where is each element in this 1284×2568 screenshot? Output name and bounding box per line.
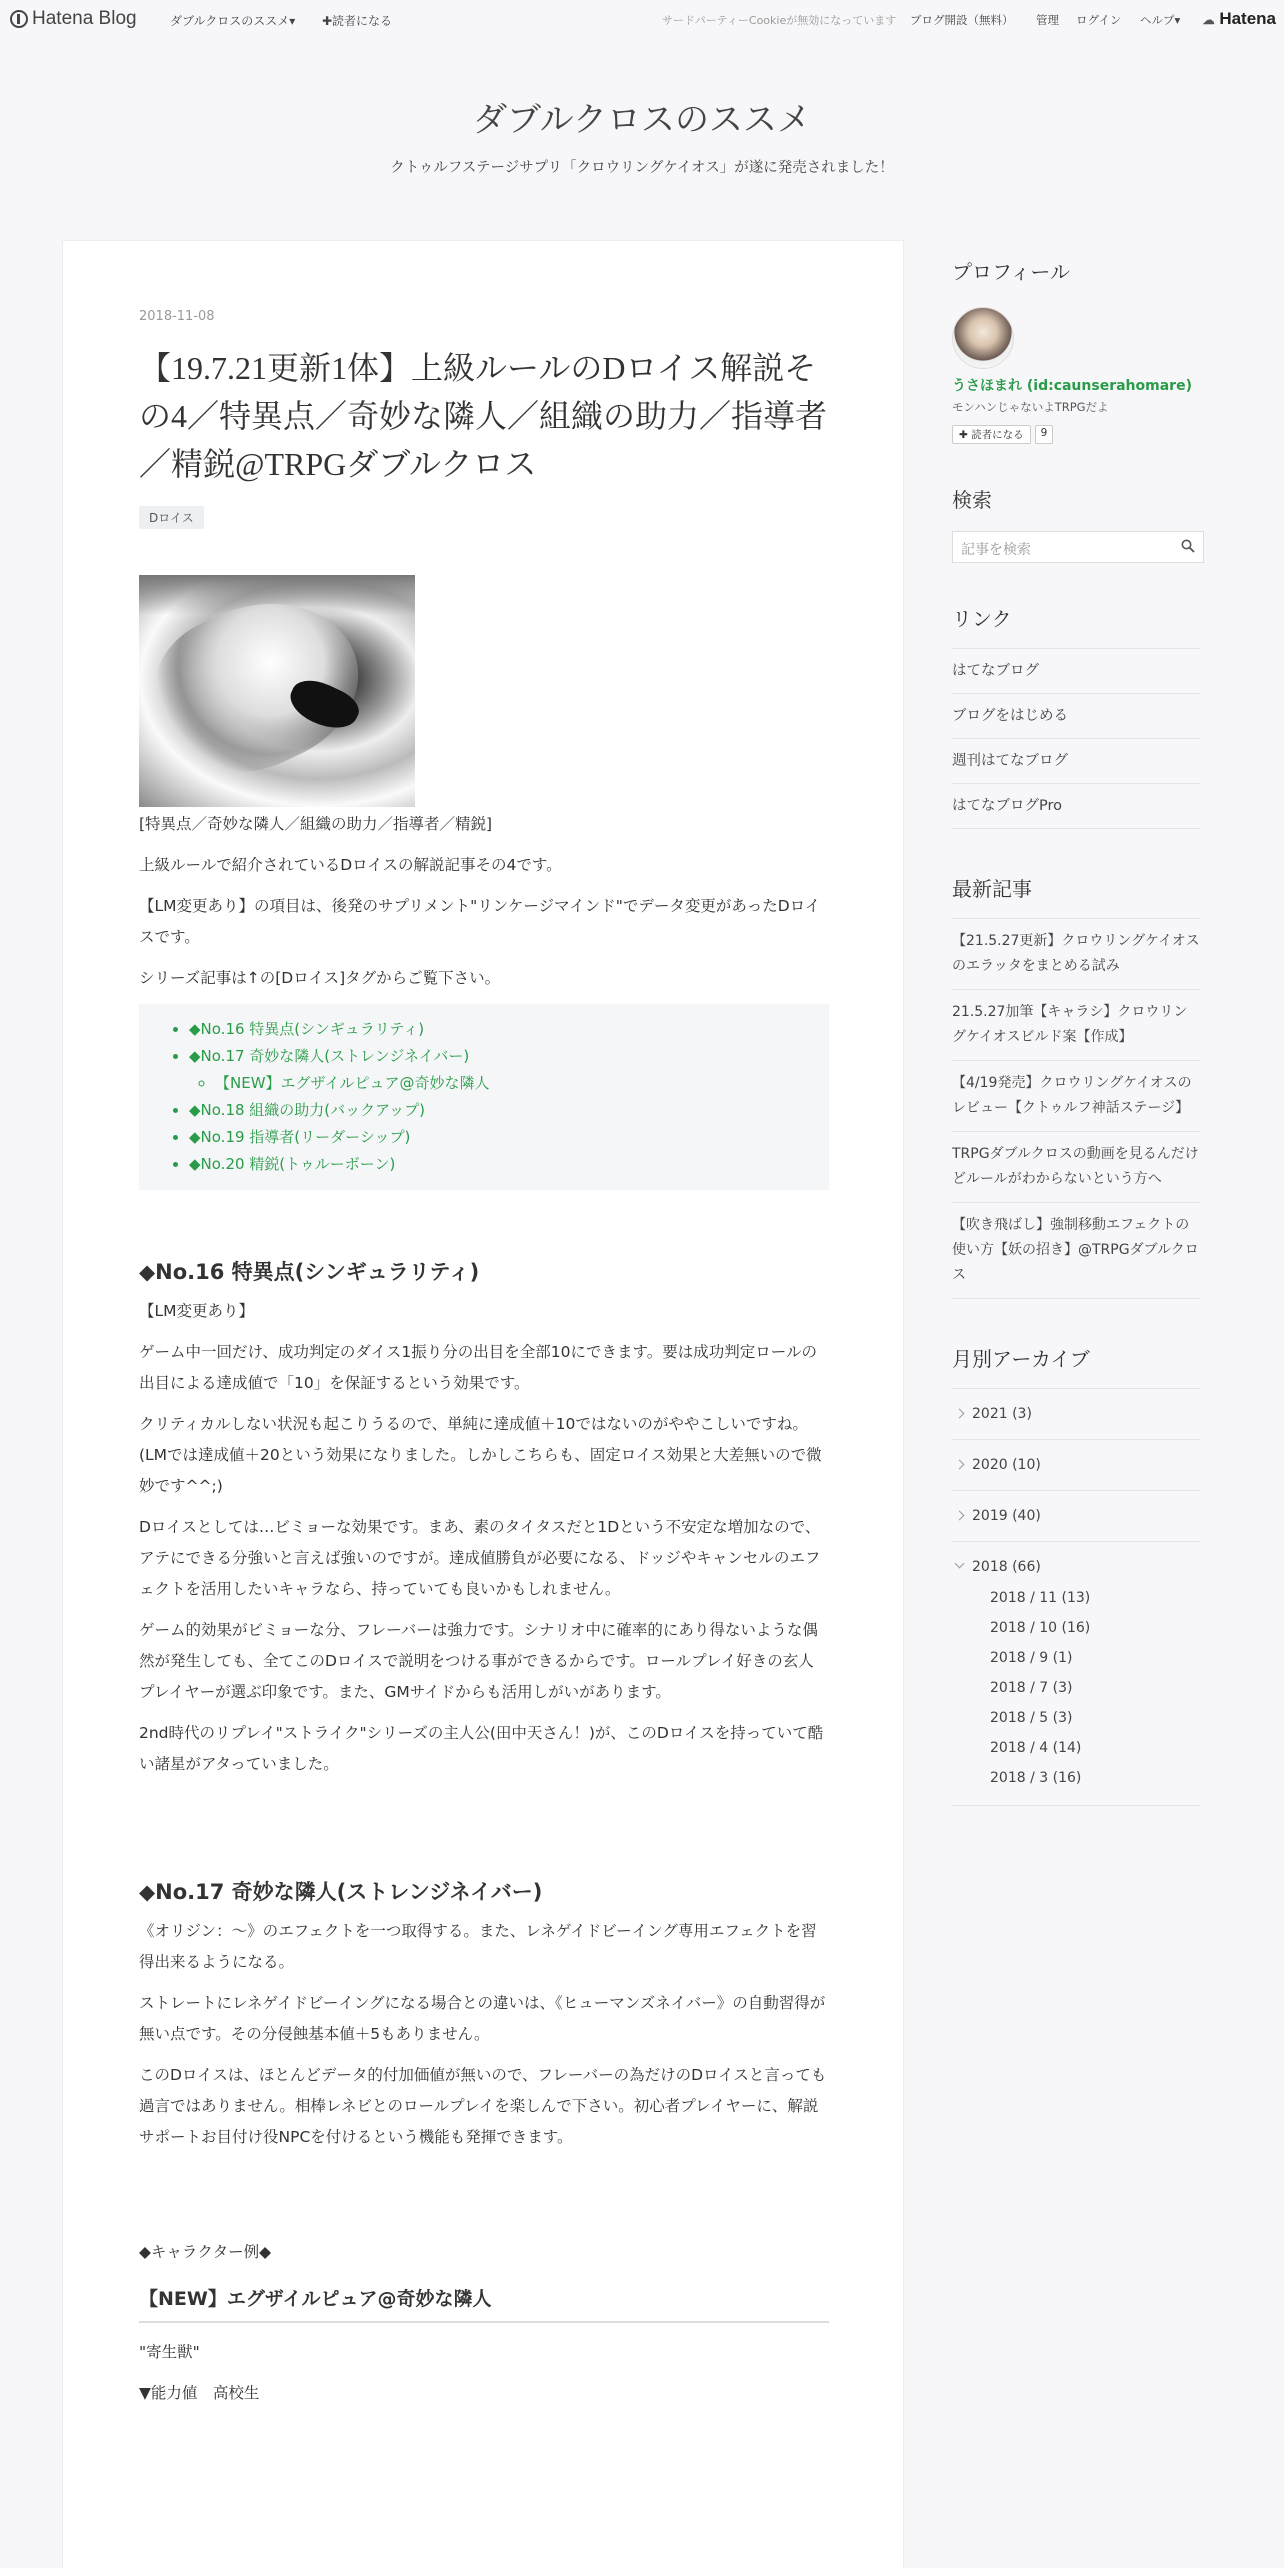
body-paragraph: このDロイスは、ほとんどデータ的付加価値が無いので、フレーバーの為だけのDロイスと言っても過言ではありません。相棒レネビとのロールプレイを楽しんで下さい。初心者プレイヤーに、解説サポートお目付け役NPCを付けるという機能も発揮できます。 xyxy=(139,2066,827,2146)
chevron-right-icon xyxy=(955,1460,965,1470)
cookie-notice[interactable]: サードパーティーCookieが無効になっています xyxy=(662,14,897,27)
blog-description: クトゥルフステージサプリ「クロウリングケイオス」が遂に発売されました！ xyxy=(390,160,894,176)
archive-month[interactable]: 2018 / 5 (3) xyxy=(990,1710,1073,1726)
search-heading: 検索 xyxy=(952,488,992,512)
link-item[interactable]: はてなブログ xyxy=(952,649,1200,694)
link-item[interactable]: ブログをはじめる xyxy=(952,694,1200,739)
body-paragraph: ゲーム中一回だけ、成功判定のダイス1振り分の出目を全部10にできます。要は成功判定ロールの出目による達成値で「10」を保証するという効果です。 xyxy=(139,1343,817,1392)
toc-item[interactable]: • ◆No.16 特異点(シンギュラリティ) xyxy=(189,1016,809,1043)
hatena-link[interactable]: ☁ Hatena xyxy=(1202,9,1276,28)
category-tag[interactable]: Dロイス xyxy=(139,506,204,529)
global-header xyxy=(0,0,1284,40)
recent-entry[interactable]: 【21.5.27更新】クロウリングケイオスのエラッタをまとめる試み xyxy=(952,919,1200,990)
links-heading: リンク xyxy=(952,607,1012,631)
blog-title[interactable]: ダブルクロスのススメ xyxy=(473,100,811,140)
manage-link[interactable]: 管理 xyxy=(1036,13,1059,27)
toc-item[interactable]: • ◆No.17 奇妙な隣人(ストレンジネイバー) xyxy=(189,1043,809,1070)
intro-paragraph: 上級ルールで紹介されているDロイスの解説記事その4です。 xyxy=(139,856,562,874)
entry-date[interactable]: 2018-11-08 xyxy=(139,309,215,324)
profile-module xyxy=(952,307,1200,444)
intro-paragraph: 【LM変更あり】の項目は、後発のサプリメント"リンケージマインド"でデータ変更があったDロイスです。 xyxy=(139,897,821,946)
toc-item[interactable]: • ◆No.19 指導者(リーダーシップ) xyxy=(189,1124,809,1151)
search-placeholder: 記事を検索 xyxy=(961,542,1031,558)
help-dropdown[interactable]: ヘルプ▾ xyxy=(1140,13,1181,27)
profile-name[interactable]: うさほまれ (id:caunserahomare) xyxy=(952,378,1192,394)
body-paragraph: ストレートにレネゲイドビーイングになる場合との違いは、《ヒューマンズネイバー》の自動習得が無い点です。その分侵蝕基本値＋5もありません。 xyxy=(139,1994,826,2043)
main-content xyxy=(62,240,904,2568)
archive-month[interactable]: 2018 / 11 (13) xyxy=(990,1590,1091,1606)
archive-year[interactable]: 2020 (10) xyxy=(952,1440,1200,1491)
subscribe-link[interactable]: ✚読者になる xyxy=(322,14,393,28)
body-paragraph: クリティカルしない状況も起こりうるので、単純に達成値＋10ではないのがややこしいですね。 (LMでは達成値＋20という効果になりました。しかしこちらも、固定ロイス効果と大差無いので微妙です^^;) xyxy=(139,1415,822,1495)
subscriber-count[interactable]: 9 xyxy=(1035,425,1054,444)
chevron-right-icon xyxy=(955,1511,965,1521)
toc-item[interactable]: • ◆No.20 精鋭(トゥルーボーン) xyxy=(189,1151,809,1178)
start-blog-link[interactable]: ブログ開設（無料） xyxy=(910,13,1014,27)
search-input[interactable] xyxy=(952,531,1204,563)
character-example-label: ◆キャラクター例◆ xyxy=(139,2243,272,2261)
archive-list xyxy=(952,1388,1200,1806)
archive-month[interactable]: 2018 / 9 (1) xyxy=(990,1650,1073,1666)
sidebar xyxy=(952,256,1200,1806)
recent-entry[interactable]: TRPGダブルクロスの動画を見るんだけどルールがわからないという方へ xyxy=(952,1132,1200,1203)
archive-month[interactable]: 2018 / 4 (14) xyxy=(990,1740,1082,1756)
archive-year[interactable]: 2021 (3) xyxy=(952,1389,1200,1440)
recent-entry[interactable]: 【4/19発売】クロウリングケイオスのレビュー【クトゥルフ神話ステージ】 xyxy=(952,1061,1200,1132)
section-heading: ◆No.17 奇妙な隣人(ストレンジネイバー) xyxy=(139,1880,543,1904)
chevron-right-icon xyxy=(955,1409,965,1419)
section-heading: ◆No.16 特異点(シンギュラリティ) xyxy=(139,1260,480,1284)
table-of-contents xyxy=(139,1004,829,1190)
body-paragraph: Dロイスとしては…ビミョーな効果です。まあ、素のタイタスだと1Dという不安定な増加なので、アテにできる分強いと言えば強いのですが。達成値勝負が必要になる、ドッジやキャンセルのエフェクトを活用したいキャラなら、持っていても良いかもしれません。 xyxy=(139,1518,821,1598)
archive-month[interactable]: 2018 / 7 (3) xyxy=(990,1680,1073,1696)
subscribe-widget xyxy=(952,425,1053,444)
avatar[interactable] xyxy=(952,307,1014,369)
chevron-down-icon xyxy=(955,1559,965,1569)
search-icon[interactable] xyxy=(1181,539,1195,553)
entry xyxy=(139,309,829,2409)
blog-menu-dropdown[interactable]: ダブルクロスのススメ▾ xyxy=(170,14,296,28)
entry-hero-image xyxy=(139,575,415,807)
body-paragraph: "寄生獣" xyxy=(139,2343,200,2361)
intro-paragraph: シリーズ記事は↑の[Dロイス]タグからご覧下さい。 xyxy=(139,969,501,987)
recent-entry[interactable]: 21.5.27加筆【キャラシ】クロウリングケイオスビルド案【作成】 xyxy=(952,990,1200,1061)
archive-heading: 月別アーカイブ xyxy=(952,1347,1090,1371)
link-item[interactable]: 週刊はてなブログ xyxy=(952,739,1200,784)
toc-item[interactable]: • ◆No.18 組織の助力(バックアップ) xyxy=(189,1097,809,1124)
hatena-blog-logo[interactable]: Hatena Blog xyxy=(10,8,137,30)
toc-subitem[interactable]: ◦ 【NEW】エグザイルピュア@奇妙な隣人 xyxy=(215,1070,809,1097)
profile-heading: プロフィール xyxy=(952,260,1070,284)
login-link[interactable]: ログイン xyxy=(1076,13,1122,27)
entry-title[interactable]: 【19.7.21更新1体】上級ルールのDロイス解説その4／特異点／奇妙な隣人／組織の助力／指導者／精鋭@TRPGダブルクロス xyxy=(139,350,828,482)
subsection-heading: 【NEW】エグザイルピュア@奇妙な隣人 xyxy=(139,2284,829,2323)
archive-year[interactable]: 2019 (40) xyxy=(952,1491,1200,1542)
subscribe-button[interactable]: ✚ 読者になる xyxy=(952,425,1031,444)
recent-heading: 最新記事 xyxy=(952,877,1032,901)
archive-month[interactable]: 2018 / 10 (16) xyxy=(990,1620,1091,1636)
link-item[interactable]: はてなブログPro xyxy=(952,784,1200,829)
recent-entries-list xyxy=(952,918,1200,1299)
archive-year-expanded[interactable]: 2018 (66) xyxy=(952,1542,1200,1593)
body-paragraph: 《オリジン：～》のエフェクトを一つ取得する。また、レネゲイドビーイング専用エフェクトを習得出来るようになる。 xyxy=(139,1922,817,1971)
body-paragraph: ゲーム的効果がビミョーな分、フレーバーは強力です。シナリオ中に確率的にあり得ないような偶然が発生しても、全てこのDロイスで説明をつける事ができるからです。ロールプレイ好きの玄人プレイヤーが選ぶ印象です。また、GMサイドからも活用しがいがあります。 xyxy=(139,1621,818,1701)
archive-months xyxy=(952,1583,1200,1806)
links-list xyxy=(952,648,1200,829)
hatena-logo-icon xyxy=(10,10,28,28)
body-paragraph: ▼能力値 高校生 xyxy=(139,2384,260,2402)
body-paragraph: 2nd時代のリプレイ"ストライク"シリーズの主人公(田中天さん！)が、このDロイスを持っていて酷い諸星がアタっていました。 xyxy=(139,1724,824,1773)
body-paragraph: 【LM変更あり】 xyxy=(139,1302,255,1320)
profile-description: モンハンじゃないよTRPGだよ xyxy=(952,400,1109,414)
archive-month[interactable]: 2018 / 3 (16) xyxy=(990,1770,1082,1786)
hatena-icon: ☁ xyxy=(1202,13,1215,27)
intro-paragraph: [特異点／奇妙な隣人／組織の助力／指導者／精鋭] xyxy=(139,815,493,833)
recent-entry[interactable]: 【吹き飛ばし】強制移動エフェクトの使い方【妖の招き】@TRPGダブルクロス xyxy=(952,1203,1200,1299)
